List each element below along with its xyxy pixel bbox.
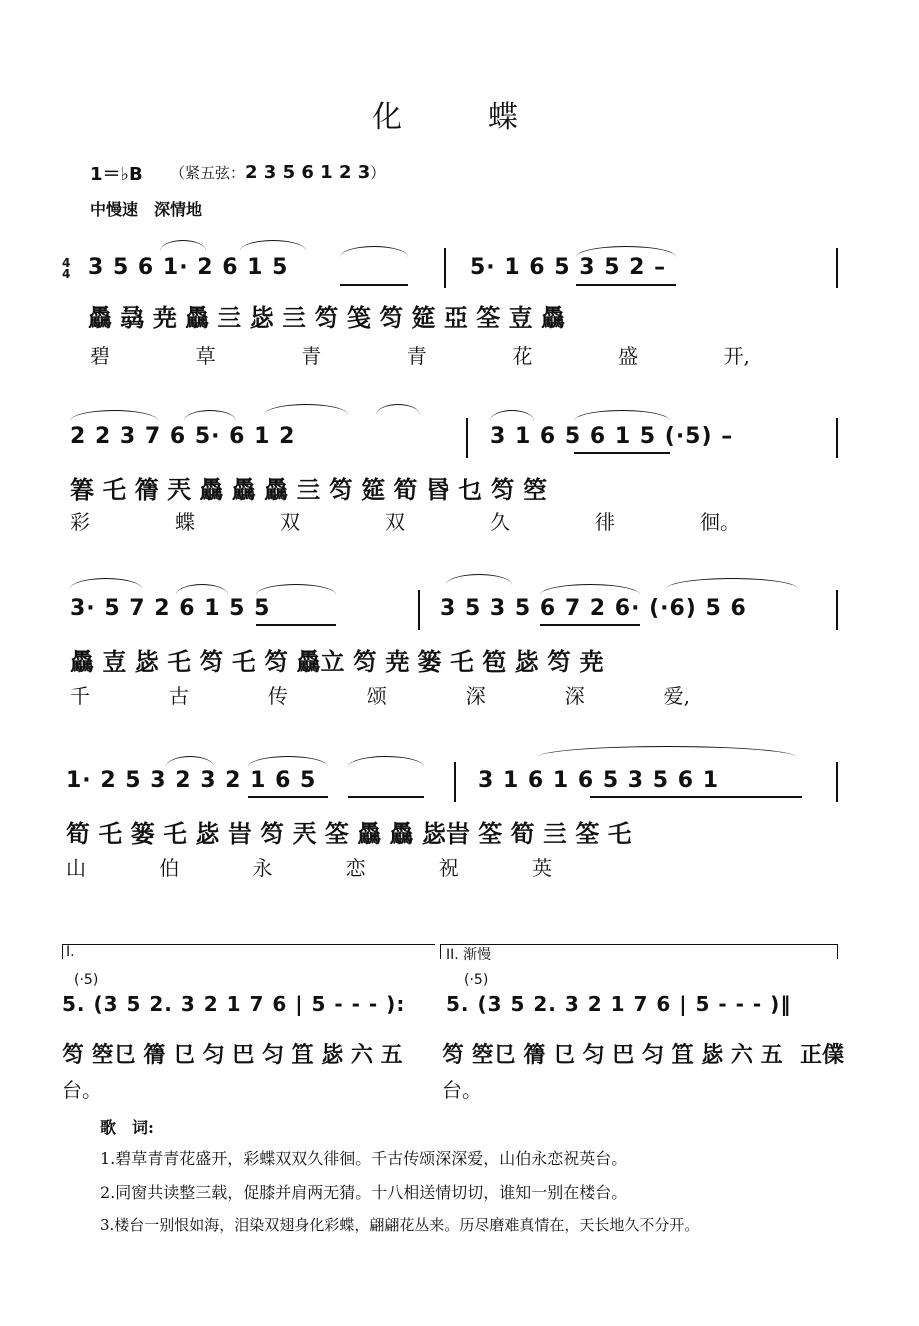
barline [444,248,446,288]
slur-mark [264,404,348,415]
slur-mark [538,746,796,757]
lyric-char: 恋 [345,856,366,880]
title-char-1: 化 [372,100,404,135]
lyric-char: 传 [267,684,288,708]
slur-mark [540,584,640,595]
slur-mark [70,410,158,421]
time-signature-bottom: 4 [62,267,71,281]
lyric-char: 祝 [438,856,459,880]
lyric-char: 盛 [617,344,638,368]
barline [836,248,838,288]
lyric-char: 双 [280,510,300,534]
underline-mark [574,452,670,454]
row4-tablature: 筍 乇 篓 乇 毖 旹 笉 兲 筌 驫 驫 毖旹 筌 筍 亖 筌 乇 [66,819,632,848]
row2-tablature: 箺 乇 篟 兲 驫 驫 驫 亖 笉 筵 筍 昬 乜 笉 箜 [70,475,547,504]
lyric-char: 青 [301,344,322,368]
barline [466,418,468,458]
lyric-char: 英 [531,856,552,880]
ending-2-notes: 5. (3 5 2. 3 2 1 7 6 | 5 - - - )‖ [446,992,792,1016]
ending-2-label: II. 渐慢 [446,947,492,963]
lyric-char: 双 [385,510,405,534]
ending-2-lyric: 台。 [442,1078,482,1102]
lyric-char: 古 [168,684,189,708]
tempo-marking: 中慢速 深情地 [90,200,203,219]
underline-mark [540,624,640,626]
row1-notes-measure1: 3 5 6 1· 2 6 1 5 [88,255,289,280]
barline [454,762,456,802]
underline-mark [590,796,802,798]
lyric-char: 蝶 [175,510,195,534]
lyric-char: 永 [252,856,273,880]
ending-1-notes: 5. (3 5 2. 3 2 1 7 6 | 5 - - - ): [62,992,406,1016]
time-signature-top: 4 [62,256,71,270]
row3-tablature: 驫 壴 毖 乇 笉 乇 笉 驫立 笉 尭 篓 乇 笣 毖 笉 尭 [70,647,604,676]
verse-2: 2.同窗共读整三载，促膝并肩两无猜。十八相送情切切，谁知一别在楼台。 [100,1183,628,1202]
verse-3: 3.楼台一别恨如海，泪染双翅身化彩蝶，翩翩花丛来。历尽磨难真情在，天长地久不分开。 [100,1216,700,1234]
row3-notes-measure1: 3· 5 7 2 6 1 5 5 [70,596,271,621]
lyric-char: 花 [512,344,533,368]
slur-mark [340,246,408,257]
tuning-info [170,162,385,183]
lyric-char: 千 [70,684,90,708]
lyric-char: 山 [66,856,86,880]
slur-mark [446,574,512,585]
underline-mark [576,284,676,286]
barline [836,418,838,458]
row2-lyrics [70,506,740,535]
barline [836,762,838,802]
row3-notes-measure2: 3 5 3 5 6 7 2 6· (·6) 5 6 [440,596,747,621]
lyric-char: 爱, [663,684,690,708]
lyrics-heading: 歌 词: [100,1118,154,1137]
slur-mark [666,578,798,589]
lyric-char: 彩 [70,510,90,534]
time-signature [62,258,70,280]
lyric-char: 深 [564,684,585,708]
volta-bracket-1 [62,944,435,959]
slur-mark [176,584,228,595]
ending-1-label: I. [66,944,75,960]
barline [836,590,838,630]
row4-notes-measure2: 3 1 6 1 6 5 3 5 6 1 [478,768,720,793]
lyric-char: 草 [195,344,216,368]
lyric-char: 开, [723,344,750,368]
slur-mark [160,240,206,251]
tuning-close: ） [370,164,386,182]
lyric-char: 碧 [90,344,110,368]
slur-mark [490,410,534,421]
lyric-char: 青 [406,344,427,368]
verse-1: 1.碧草青青花盛开，彩蝶双双久徘徊。千古传颂深深爱，山伯永恋祝英台。 [100,1149,628,1168]
end-mark: 正㒒 [800,1042,845,1068]
ending-2-tablature: 笉 箜㔾 篟 㔾 匀 巴 匀 笡 毖 六 五 [442,1042,783,1068]
row2-notes-measure1: 2 2 3 7 6 5· 6 1 2 [70,424,296,449]
volta-bracket-2 [440,944,838,959]
row1-tablature: 驫 骉 尭 驫 亖 毖 亖 笉 笺 笉 筵 亞 筌 壴 驫 [88,303,565,332]
slur-mark [184,410,236,421]
underline-mark [248,796,328,798]
row4-lyrics [66,852,552,881]
lyric-char: 徘 [595,510,615,534]
row3-lyrics [70,680,690,709]
slur-mark [576,246,676,257]
slur-mark [248,756,328,767]
lyric-char: 徊。 [700,510,740,534]
lyric-char: 颂 [366,684,387,708]
ending-1-lyric: 台。 [62,1078,102,1102]
ending-1-tablature: 笉 箜㔾 篟 㔾 匀 巴 匀 笡 毖 六 五 [62,1042,403,1068]
slur-mark [166,756,214,767]
underline-mark [348,796,424,798]
slur-mark [240,240,306,251]
row1-notes-measure2: 5· 1 6 5 3 5 2 – [470,255,667,280]
title-char-2: 蝶 [488,100,520,135]
slur-mark [376,404,420,415]
lyric-char: 久 [490,510,510,534]
underline-mark [256,624,336,626]
tuning-label: （紧五弦： [170,164,246,182]
key-signature: 1＝♭B [90,164,143,185]
song-title [372,92,520,136]
lyric-char: 伯 [159,856,180,880]
slur-mark [348,756,424,767]
row1-lyrics [90,340,750,369]
ending-1-grace: (·5) [74,972,99,988]
slur-mark [70,578,142,589]
slur-mark [256,584,336,595]
underline-mark [340,284,408,286]
lyric-char: 深 [465,684,486,708]
row4-notes-measure1: 1· 2 5 3 2 3 2 1 6 5 [66,768,317,793]
tuning-notes: 2 3 5 6 1 2 3 [245,162,371,183]
barline [418,590,420,630]
row2-notes-measure2: 3 1 6 5 6 1 5 (·5) – [490,424,734,449]
ending-2-grace: (·5) [464,972,489,988]
slur-mark [574,410,670,421]
